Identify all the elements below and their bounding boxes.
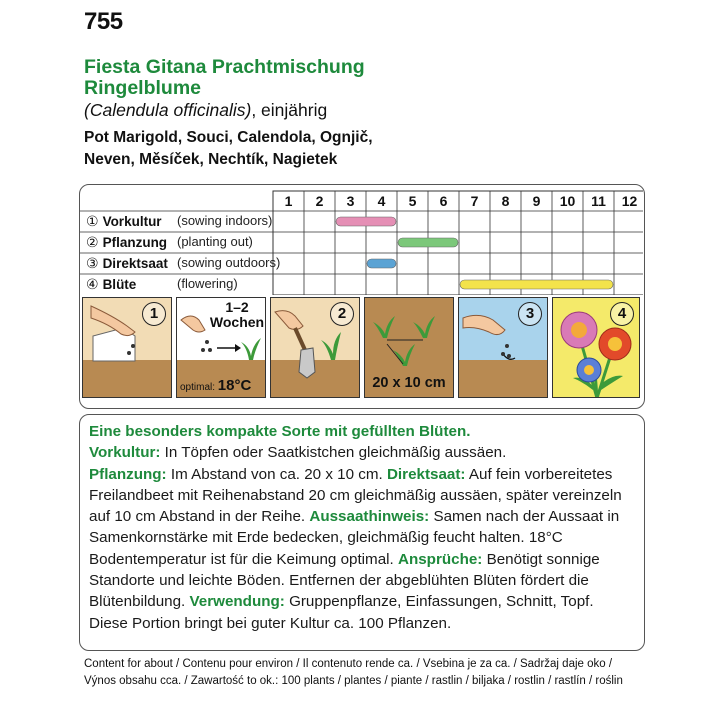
vorkultur-text: In Töpfen oder Saatkistchen gleichmäßig aussäen. (160, 444, 507, 462)
latin-name (84, 100, 327, 121)
pflanzung-english: (planting out) (177, 234, 253, 249)
direktsaat-label: Direktsaat (102, 256, 168, 271)
direktsaat-text: Auf fein vorbereitetes Freilandbeet mit Reihenabstand 20 cm gleichmäßig aussäen, später vereinzeln auf 10 cm Abstand in der Reihe. (89, 465, 622, 526)
description-box (79, 414, 645, 651)
verwendung-heading: Verwendung: (189, 593, 285, 611)
latin-suffix: , einjährig (251, 100, 328, 120)
row-label-direktsaat (86, 255, 281, 272)
ansprueche-text: Benötigt sonnige Standorte und leichte Böden. Entfernen der abgeblühten Blüten fördert die Blütenbildung. (89, 550, 600, 611)
bluete-english: (flowering) (177, 276, 238, 291)
aussaat-heading: Aussaathinweis: (309, 508, 430, 526)
pictogram-germination (176, 297, 266, 398)
ansprueche-heading: Ansprüche: (397, 550, 483, 568)
pictogram-direct-sowing (458, 297, 548, 398)
content-footer (84, 656, 623, 690)
row-label-bluete (86, 276, 238, 293)
month-label: 9 (532, 193, 541, 209)
calendar-grid (80, 185, 643, 295)
description-body (89, 442, 636, 634)
month-label: 8 (501, 193, 510, 209)
month-label: 10 (559, 193, 576, 209)
product-title (84, 57, 365, 99)
weeks-label (207, 300, 266, 330)
verwendung-text: Gruppenpflanze, Einfassungen, Schnitt, Topf. Diese Portion bringt bei guter Kultur ca. 100 Pflanzen. (89, 593, 594, 632)
row-label-pflanzung (86, 234, 253, 251)
pflanzung-text: Im Abstand von ca. 20 x 10 cm. (166, 465, 387, 483)
direktsaat-heading: Direktsaat: (386, 465, 466, 483)
month-label: 5 (408, 193, 417, 209)
aussaat-text: Samen nach der Aussaat in Samenkornstärke mit Erde bedecken, gleichmäßig feucht halten. 18°C Bodentemperatur ist für die Keimung optimal. (89, 508, 620, 568)
month-label: 11 (591, 193, 606, 209)
month-label: 12 (621, 193, 638, 209)
step-4-circle: ④ (86, 276, 99, 292)
calendar-bar (367, 259, 396, 268)
article-number: 755 (84, 8, 123, 35)
weeks-word: Wochen (209, 314, 265, 330)
step-4-badge: 4 (610, 302, 634, 326)
temperature-value: 18°C (217, 377, 252, 394)
names-line-2: Neven, Měsíček, Nechtík, Nagietek (84, 151, 338, 168)
month-label: 1 (284, 193, 293, 209)
pictogram-spacing (364, 297, 454, 398)
step-3-badge: 3 (518, 302, 542, 326)
latin-binomial: (Calendula officinalis) (84, 100, 252, 120)
calendar-bar (398, 238, 458, 247)
bluete-label: Blüte (102, 277, 137, 292)
vorkultur-english: (sowing indoors) (177, 213, 273, 228)
calendar-bar (336, 217, 396, 226)
pictogram-row (80, 297, 643, 408)
names-line-1: Pot Marigold, Souci, Calendola, Ognjič, (84, 129, 373, 146)
spacing-label: 20 x 10 cm (372, 375, 446, 391)
pictogram-planting (270, 297, 360, 398)
calendar-bar (460, 280, 613, 289)
month-label: 2 (315, 193, 324, 209)
pictogram-flowering (552, 297, 640, 398)
title-line-1: Fiesta Gitana Prachtmischung (84, 56, 365, 78)
sowing-calendar-card (79, 184, 645, 409)
title-line-2: Ringelblume (84, 77, 202, 99)
footer-line-1: Content for about / Contenu pour environ / Il contenuto rende ca. / Vsebina je za ca. / Sadržaj daje oko / (84, 658, 613, 670)
step-1-circle: ① (86, 213, 99, 229)
month-label: 3 (346, 193, 355, 209)
month-label: 4 (377, 193, 386, 209)
vorkultur-label: Vorkultur (102, 214, 162, 229)
step-2-circle: ② (86, 234, 99, 250)
step-1-badge: 1 (142, 302, 166, 326)
footer-line-2: Výnos obsahu cca. / Zawartość to ok.: 100 plants / plantes / piante / rastlin / biljaka / rostlin / rastlín / roślin (84, 675, 623, 687)
month-label: 6 (439, 193, 448, 209)
optimal-label: optimal: (180, 382, 216, 393)
translated-names (84, 127, 373, 171)
step-3-circle: ③ (86, 255, 99, 271)
description-headline: Eine besonders kompakte Sorte mit gefüllten Blüten. (89, 423, 471, 440)
pflanzung-label: Pflanzung (102, 235, 168, 250)
month-label: 7 (470, 193, 479, 209)
vorkultur-heading: Vorkultur: (89, 444, 161, 462)
optimal-temperature (180, 377, 251, 394)
row-label-vorkultur (86, 213, 273, 230)
direktsaat-english: (sowing outdoors) (177, 255, 281, 270)
pflanzung-heading: Pflanzung: (89, 465, 167, 483)
pictogram-sow-indoors (82, 297, 172, 398)
step-2-badge: 2 (330, 302, 354, 326)
weeks-range: 1–2 (225, 299, 249, 315)
